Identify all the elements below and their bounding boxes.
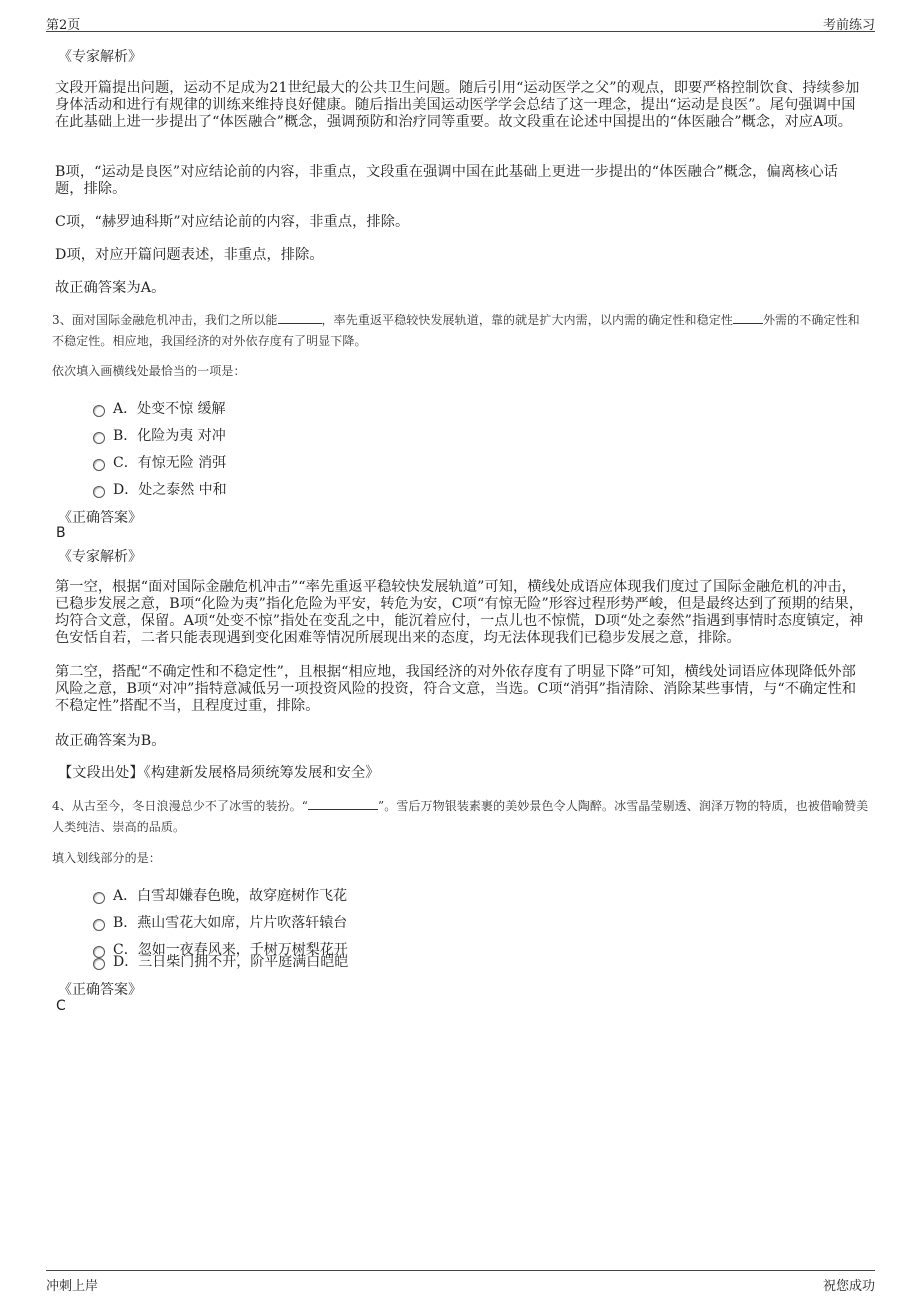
q3-answer-title: 《正确答案》 (58, 510, 142, 526)
footer-left: 冲刺上岸 (46, 1279, 99, 1294)
q3-analysis-paragraph-1: 第一空，根据“面对国际金融危机冲击”“率先重返平稳较快发展轨道”可知，横线处成语应体现我们度过了国际金融危机的冲击，已稳步发展之意，B项“化险为夷”指化危险为平安，转危为安，C项“有惊无险”形容过程形势严峻，但是最终达到了预期的结果，均符合文意，保留。A项“处变不惊”指处在变乱之中，能沉着应付，一点儿也不惊慌，D项“处之泰然”指遇到事情时态度镇定，神色安恬自若，二者只能表现遇到变化困难等情况所展现出来的态度，均无法体现我们已稳步发展之意，排除。 (55, 579, 864, 646)
page-footer (46, 1270, 875, 1293)
q2-analysis-paragraph-1: 文段开篇提出问题，运动不足成为21世纪最大的公共卫生问题。随后引用“运动医学之父”的观点，即要严格控制饮食、持续参加身体活动和进行有规律的训练来维持良好健康。随后指出美国运动医学学会总结了这一理念，提出“运动是良医”。尾句强调中国在此基础上进一步提出了“体医融合”概念，强调预防和治疗同等重要。故文段重在论述中国提出的“体医融合”概念，对应A项。 (55, 80, 860, 130)
q3-option-b[interactable]: B．化险为夷 对冲 (93, 425, 226, 443)
q2-analysis-paragraph-2: B项，“运动是良医”对应结论前的内容，非重点，文段重在强调中国在此基础上更进一步提出的“体医融合”概念，偏离核心话题，排除。 (55, 164, 838, 197)
q4-option-a[interactable]: A．白雪却嫌春色晚，故穿庭树作飞花 (93, 885, 347, 903)
question-3-stem: 3、面对国际金融危机冲击，我们之所以能 ，率先重返平稳较快发展轨道，靠的就是扩大内需，以内需的确定性和稳定性 外需的不确定性和不稳定性。相应地，我国经济的对外依存度有了明显下降。 (52, 313, 860, 348)
q4-option-c[interactable]: C．忽如一夜春风来，千树万树梨花开 (93, 939, 348, 957)
header-title: 考前练习 (822, 18, 875, 33)
q4-answer-title: 《正确答案》 (58, 982, 142, 998)
blank-2 (733, 311, 763, 324)
radio-icon[interactable] (93, 958, 105, 970)
q4-option-b[interactable]: B．燕山雪花大如席，片片吹落轩辕台 (93, 912, 347, 930)
q3-source: 【文段出处】《构建新发展格局须统筹发展和安全》 (58, 765, 380, 781)
radio-icon[interactable] (93, 459, 105, 471)
q3-answer: B (56, 525, 66, 541)
q4-answer: C (56, 998, 66, 1014)
blank-1 (308, 797, 378, 810)
radio-icon[interactable] (93, 486, 105, 498)
q4-option-d[interactable]: D．三日柴门拥不开，阶平庭满白皑皑 (93, 951, 348, 969)
radio-icon[interactable] (93, 892, 105, 904)
q3-option-a[interactable]: A．处变不惊 缓解 (93, 398, 226, 416)
radio-icon[interactable] (93, 405, 105, 417)
question-4-prompt: 填入划线部分的是： (52, 851, 161, 865)
q3-analysis-paragraph-2: 第二空，搭配“不确定性和不稳定性”，且根据“相应地，我国经济的对外依存度有了明显下降”可知，横线处词语应体现降低外部风险之意，B项“对冲”指特意减低另一项投资风险的投资，符合文意，当选。C项“消弭”指清除、消除某些事情，与“不确定性和不稳定性”搭配不当，且程度过重，排除。 (55, 664, 857, 714)
radio-icon[interactable] (93, 919, 105, 931)
q2-analysis-paragraph-4: D项，对应开篇问题表述，非重点，排除。 (55, 247, 324, 263)
q3-option-c[interactable]: C．有惊无险 消弭 (93, 452, 226, 470)
question-4-stem: 4、从古至今，冬日浪漫总少不了冰雪的装扮。“ ”。雪后万物银装素裹的美妙景色令人陶醉。冰雪晶莹剔透、润泽万物的特质，也被借喻赞美人类纯洁、崇高的品质。 (52, 799, 869, 834)
q3-answer-line: 故正确答案为B。 (55, 733, 166, 749)
radio-icon[interactable] (93, 432, 105, 444)
q2-analysis-title: 《专家解析》 (58, 49, 142, 65)
page-header (46, 12, 875, 32)
footer-right: 祝您成功 (822, 1279, 875, 1294)
q2-answer-line: 故正确答案为A。 (55, 280, 166, 296)
q3-option-d[interactable]: D．处之泰然 中和 (93, 479, 227, 497)
page-number: 第2页 (46, 18, 81, 33)
q2-analysis-paragraph-3: C项，“赫罗迪科斯”对应结论前的内容，非重点，排除。 (55, 214, 410, 230)
question-3-prompt: 依次填入画横线处最恰当的一项是： (52, 364, 246, 378)
q3-analysis-title: 《专家解析》 (58, 549, 142, 565)
blank-1 (278, 311, 322, 324)
